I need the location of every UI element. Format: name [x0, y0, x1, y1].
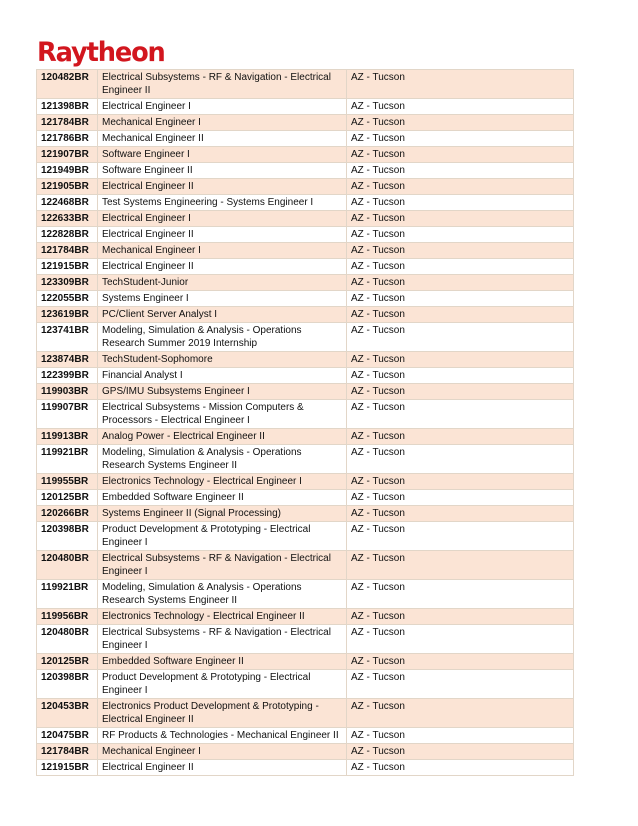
requisition-id-cell: 120398BR — [37, 670, 98, 699]
job-listings-table — [36, 69, 574, 776]
table-row — [37, 384, 574, 400]
table-row — [37, 163, 574, 179]
table-row — [37, 211, 574, 227]
requisition-id-cell: 122055BR — [37, 291, 98, 307]
requisition-id-cell: 120480BR — [37, 625, 98, 654]
job-title-cell: Electronics Product Development & Prototyping - Electrical Engineer II — [98, 699, 347, 728]
job-title-cell: Electrical Engineer II — [98, 227, 347, 243]
location-cell: AZ - Tucson — [347, 744, 574, 760]
requisition-id-cell: 119956BR — [37, 609, 98, 625]
location-cell: AZ - Tucson — [347, 384, 574, 400]
job-title-cell: Analog Power - Electrical Engineer II — [98, 429, 347, 445]
table-row — [37, 323, 574, 352]
location-cell: AZ - Tucson — [347, 147, 574, 163]
location-cell: AZ - Tucson — [347, 728, 574, 744]
location-cell: AZ - Tucson — [347, 609, 574, 625]
requisition-id-cell: 119955BR — [37, 474, 98, 490]
job-title-cell: Electrical Engineer II — [98, 760, 347, 776]
requisition-id-cell: 120266BR — [37, 506, 98, 522]
requisition-id-cell: 121786BR — [37, 131, 98, 147]
table-row — [37, 506, 574, 522]
job-title-cell: Modeling, Simulation & Analysis - Operations Research Summer 2019 Internship — [98, 323, 347, 352]
requisition-id-cell: 121949BR — [37, 163, 98, 179]
requisition-id-cell: 121915BR — [37, 760, 98, 776]
table-row — [37, 227, 574, 243]
job-title-cell: TechStudent-Sophomore — [98, 352, 347, 368]
job-title-cell: Modeling, Simulation & Analysis - Operations Research Systems Engineer II — [98, 445, 347, 474]
location-cell: AZ - Tucson — [347, 70, 574, 99]
table-row — [37, 551, 574, 580]
job-title-cell: Product Development & Prototyping - Electrical Engineer I — [98, 670, 347, 699]
location-cell: AZ - Tucson — [347, 429, 574, 445]
location-cell: AZ - Tucson — [347, 259, 574, 275]
table-row — [37, 429, 574, 445]
location-cell: AZ - Tucson — [347, 211, 574, 227]
requisition-id-cell: 123874BR — [37, 352, 98, 368]
requisition-id-cell: 121784BR — [37, 115, 98, 131]
table-row — [37, 760, 574, 776]
table-row — [37, 400, 574, 429]
location-cell: AZ - Tucson — [347, 368, 574, 384]
table-row — [37, 728, 574, 744]
raytheon-logo: Raytheon — [37, 37, 165, 68]
location-cell: AZ - Tucson — [347, 291, 574, 307]
job-title-cell: Embedded Software Engineer II — [98, 654, 347, 670]
location-cell: AZ - Tucson — [347, 400, 574, 429]
job-title-cell: Financial Analyst I — [98, 368, 347, 384]
table-row — [37, 291, 574, 307]
table-row — [37, 275, 574, 291]
location-cell: AZ - Tucson — [347, 115, 574, 131]
requisition-id-cell: 119907BR — [37, 400, 98, 429]
location-cell: AZ - Tucson — [347, 352, 574, 368]
table-row — [37, 70, 574, 99]
table-row — [37, 368, 574, 384]
job-title-cell: Electrical Subsystems - RF & Navigation - Electrical Engineer I — [98, 625, 347, 654]
requisition-id-cell: 120480BR — [37, 551, 98, 580]
table-row — [37, 115, 574, 131]
table-row — [37, 195, 574, 211]
location-cell: AZ - Tucson — [347, 307, 574, 323]
job-title-cell: Product Development & Prototyping - Electrical Engineer I — [98, 522, 347, 551]
job-title-cell: Electrical Engineer II — [98, 259, 347, 275]
job-title-cell: Mechanical Engineer I — [98, 243, 347, 259]
requisition-id-cell: 123619BR — [37, 307, 98, 323]
requisition-id-cell: 122828BR — [37, 227, 98, 243]
requisition-id-cell: 120125BR — [37, 654, 98, 670]
requisition-id-cell: 120125BR — [37, 490, 98, 506]
job-title-cell: Systems Engineer I — [98, 291, 347, 307]
table-row — [37, 243, 574, 259]
location-cell: AZ - Tucson — [347, 522, 574, 551]
job-title-cell: Electrical Engineer II — [98, 179, 347, 195]
job-title-cell: Electrical Subsystems - RF & Navigation - Electrical Engineer I — [98, 551, 347, 580]
location-cell: AZ - Tucson — [347, 760, 574, 776]
table-row — [37, 131, 574, 147]
requisition-id-cell: 123309BR — [37, 275, 98, 291]
job-title-cell: Test Systems Engineering - Systems Engineer I — [98, 195, 347, 211]
job-title-cell: Mechanical Engineer I — [98, 115, 347, 131]
job-title-cell: Electrical Engineer I — [98, 99, 347, 115]
location-cell: AZ - Tucson — [347, 445, 574, 474]
location-cell: AZ - Tucson — [347, 163, 574, 179]
job-title-cell: TechStudent-Junior — [98, 275, 347, 291]
job-title-cell: Software Engineer I — [98, 147, 347, 163]
requisition-id-cell: 121907BR — [37, 147, 98, 163]
table-row — [37, 699, 574, 728]
requisition-id-cell: 121784BR — [37, 243, 98, 259]
requisition-id-cell: 121398BR — [37, 99, 98, 115]
location-cell: AZ - Tucson — [347, 227, 574, 243]
location-cell: AZ - Tucson — [347, 323, 574, 352]
requisition-id-cell: 120398BR — [37, 522, 98, 551]
job-title-cell: Electrical Subsystems - RF & Navigation - Electrical Engineer II — [98, 70, 347, 99]
location-cell: AZ - Tucson — [347, 551, 574, 580]
location-cell: AZ - Tucson — [347, 99, 574, 115]
requisition-id-cell: 121915BR — [37, 259, 98, 275]
location-cell: AZ - Tucson — [347, 131, 574, 147]
table-row — [37, 179, 574, 195]
location-cell: AZ - Tucson — [347, 195, 574, 211]
job-listings-body — [37, 70, 574, 776]
job-title-cell: RF Products & Technologies - Mechanical Engineer II — [98, 728, 347, 744]
requisition-id-cell: 123741BR — [37, 323, 98, 352]
requisition-id-cell: 120475BR — [37, 728, 98, 744]
requisition-id-cell: 121784BR — [37, 744, 98, 760]
table-row — [37, 352, 574, 368]
requisition-id-cell: 121905BR — [37, 179, 98, 195]
job-title-cell: Mechanical Engineer I — [98, 744, 347, 760]
location-cell: AZ - Tucson — [347, 654, 574, 670]
job-title-cell: Embedded Software Engineer II — [98, 490, 347, 506]
table-row — [37, 609, 574, 625]
job-title-cell: Electrical Subsystems - Mission Computers & Processors - Electrical Engineer I — [98, 400, 347, 429]
table-row — [37, 474, 574, 490]
table-row — [37, 147, 574, 163]
requisition-id-cell: 120453BR — [37, 699, 98, 728]
location-cell: AZ - Tucson — [347, 506, 574, 522]
location-cell: AZ - Tucson — [347, 670, 574, 699]
requisition-id-cell: 122468BR — [37, 195, 98, 211]
job-title-cell: Electronics Technology - Electrical Engineer I — [98, 474, 347, 490]
location-cell: AZ - Tucson — [347, 275, 574, 291]
job-title-cell: Systems Engineer II (Signal Processing) — [98, 506, 347, 522]
table-row — [37, 580, 574, 609]
requisition-id-cell: 119921BR — [37, 445, 98, 474]
job-title-cell: PC/Client Server Analyst I — [98, 307, 347, 323]
job-title-cell: Electronics Technology - Electrical Engineer II — [98, 609, 347, 625]
table-row — [37, 654, 574, 670]
location-cell: AZ - Tucson — [347, 625, 574, 654]
requisition-id-cell: 122633BR — [37, 211, 98, 227]
job-title-cell: GPS/IMU Subsystems Engineer I — [98, 384, 347, 400]
table-row — [37, 259, 574, 275]
table-row — [37, 99, 574, 115]
job-title-cell: Electrical Engineer I — [98, 211, 347, 227]
location-cell: AZ - Tucson — [347, 179, 574, 195]
table-row — [37, 445, 574, 474]
table-row — [37, 744, 574, 760]
table-row — [37, 625, 574, 654]
location-cell: AZ - Tucson — [347, 474, 574, 490]
job-title-cell: Mechanical Engineer II — [98, 131, 347, 147]
job-title-cell: Software Engineer II — [98, 163, 347, 179]
location-cell: AZ - Tucson — [347, 490, 574, 506]
requisition-id-cell: 119921BR — [37, 580, 98, 609]
table-row — [37, 522, 574, 551]
table-row — [37, 670, 574, 699]
table-row — [37, 307, 574, 323]
requisition-id-cell: 119903BR — [37, 384, 98, 400]
requisition-id-cell: 122399BR — [37, 368, 98, 384]
table-row — [37, 490, 574, 506]
location-cell: AZ - Tucson — [347, 699, 574, 728]
requisition-id-cell: 120482BR — [37, 70, 98, 99]
location-cell: AZ - Tucson — [347, 243, 574, 259]
job-title-cell: Modeling, Simulation & Analysis - Operations Research Systems Engineer II — [98, 580, 347, 609]
location-cell: AZ - Tucson — [347, 580, 574, 609]
requisition-id-cell: 119913BR — [37, 429, 98, 445]
